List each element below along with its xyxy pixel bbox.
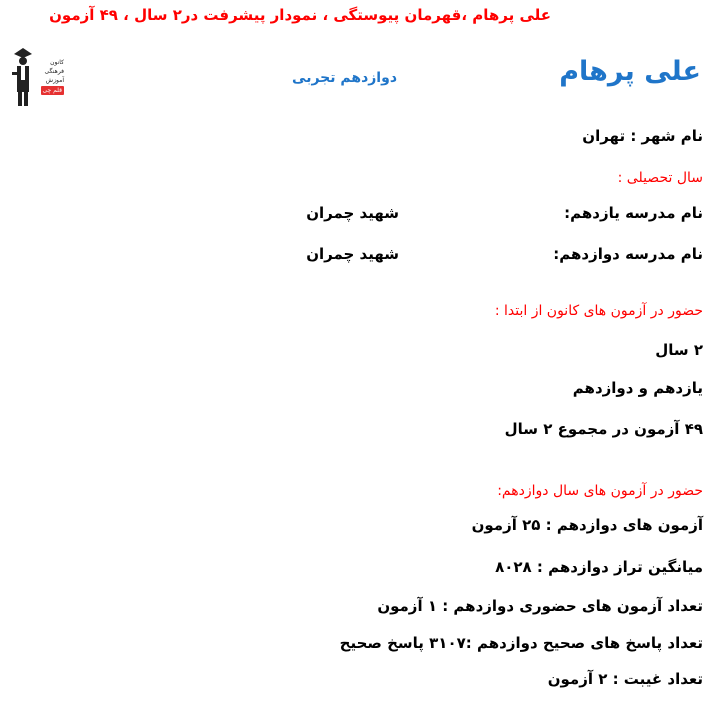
school-12-value: شهید چمران <box>306 245 399 263</box>
school-11-value: شهید چمران <box>306 204 399 222</box>
graduate-figure-icon <box>12 46 34 108</box>
attendance-grades: یازدهم و دوازدهم <box>572 379 703 397</box>
attendance-all-heading: حضور در آزمون های کانون از ابتدا : <box>494 303 703 319</box>
correct-answers-12: تعداد پاسخ های صحیح دوازدهم :۳۱۰۷ پاسخ صحیح <box>339 634 703 652</box>
city: نام شهر : تهران <box>582 127 703 145</box>
school-11-label: نام مدرسه یازدهم: <box>564 204 703 222</box>
exams-12: آزمون های دوازدهم : ۲۵ آزمون <box>471 516 703 534</box>
in-person-exams-12: تعداد آزمون های حضوری دوازدهم : ۱ آزمون <box>377 597 703 615</box>
absences: تعداد غیبت : ۲ آزمون <box>547 670 703 688</box>
avg-score-12: میانگین تراز دوازدهم : ۸۰۲۸ <box>495 558 703 576</box>
student-name: علی پرهام <box>559 56 701 87</box>
attendance-total-exams: ۴۹ آزمون در مجموع ۲ سال <box>504 420 703 438</box>
attendance-years: ۲ سال <box>655 341 703 359</box>
logo-line: فرهنگی <box>44 68 64 75</box>
academic-years-label: سال تحصیلی : <box>617 170 703 186</box>
grade-label: دوازدهم تجربی <box>292 70 397 86</box>
logo-line: آموزش <box>45 77 64 84</box>
logo-badge: قلم چی <box>42 87 62 94</box>
logo-line: کانون <box>50 59 64 66</box>
attendance-12-heading: حضور در آزمون های سال دوازدهم: <box>497 483 703 499</box>
kanoon-logo <box>12 46 64 108</box>
school-12-label: نام مدرسه دوازدهم: <box>553 245 703 263</box>
page-title: علی پرهام ،قهرمان پیوستگی ، نمودار پیشرفت در۲ سال ، ۴۹ آزمون <box>49 6 551 24</box>
